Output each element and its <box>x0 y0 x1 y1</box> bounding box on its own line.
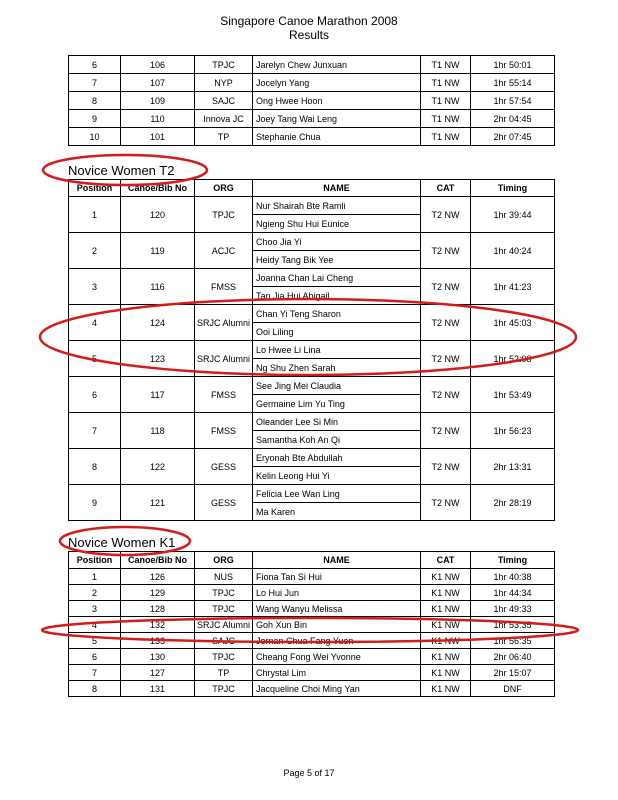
col-position: Position <box>69 552 121 569</box>
col-bib: Canoe/Bib No <box>121 552 195 569</box>
table-row: 9 110 Innova JC Joey Tang Wai Leng T1 NW 2hr 04:45 <box>69 110 555 128</box>
col-bib: Canoe/Bib No <box>121 180 195 197</box>
table-row-partner: Ngieng Shu Hui Eunice <box>69 215 555 233</box>
table-row: 7 127 TP Chrystal Lim K1 NW 2hr 15:07 <box>69 665 555 681</box>
document-title: Singapore Canoe Marathon 2008 <box>220 14 398 28</box>
table-row-partner: Germaine Lim Yu Ting <box>69 395 555 413</box>
table-row-partner: Heidy Tang Bik Yee <box>69 251 555 269</box>
col-timing: Timing <box>471 552 555 569</box>
table-row: 1 120 TPJC Nur Shairah Bte Ramli T2 NW 1hr 39:44 <box>69 197 555 215</box>
table-row: 3 116 FMSS Joanna Chan Lai Cheng T2 NW 1hr 41:23 <box>69 269 555 287</box>
table-row: 5 123 SRJC Alumni Lo Hwee Li Lina T2 NW 1hr 52:08 <box>69 341 555 359</box>
table-row: 6 117 FMSS See Jing Mei Claudia T2 NW 1hr 53:49 <box>69 377 555 395</box>
page-number: Page 5 of 17 <box>283 768 335 778</box>
table-row: 6 106 TPJC Jarelyn Chew Junxuan T1 NW 1hr 50:01 <box>69 56 555 74</box>
col-name: NAME <box>253 180 421 197</box>
table-row: 9 121 GESS Felicia Lee Wan Ling T2 NW 2hr 28:19 <box>69 485 555 503</box>
col-cat: CAT <box>421 552 471 569</box>
table-row: 3 128 TPJC Wang Wanyu Melissa K1 NW 1hr 49:33 <box>69 601 555 617</box>
table-row-partner: Ma Karen <box>69 503 555 521</box>
document-subtitle: Results <box>288 28 329 42</box>
table-row: 10 101 TP Stephanie Chua T1 NW 2hr 07:45 <box>69 128 555 146</box>
table-row: 8 109 SAJC Ong Hwee Hoon T1 NW 1hr 57:54 <box>69 92 555 110</box>
circle-mark-k1-row <box>42 618 578 642</box>
table-row-partner: Tan Jia Hui Abigail <box>69 287 555 305</box>
table-row: 4 132 SRJC Alumni Goh Xun Bin K1 NW 1hr 53:35 <box>69 617 555 633</box>
circle-mark-k1-title <box>60 527 190 555</box>
table-row: 1 126 NUS Fiona Tan Si Hui K1 NW 1hr 40:38 <box>69 569 555 585</box>
table-row: 7 118 FMSS Oleander Lee Si Min T2 NW 1hr 56:23 <box>69 413 555 431</box>
col-org: ORG <box>195 180 253 197</box>
col-timing: Timing <box>471 180 555 197</box>
table-row: 6 130 TPJC Cheang Fong Wei Yvonne K1 NW 2hr 06:40 <box>69 649 555 665</box>
table-row: 4 124 SRJC Alumni Chan Yi Teng Sharon T2 NW 1hr 45:03 <box>69 305 555 323</box>
table-row: 8 131 TPJC Jacqueline Choi Ming Yan K1 NW DNF <box>69 681 555 697</box>
table-row: 7 107 NYP Jocelyn Yang T1 NW 1hr 55:14 <box>69 74 555 92</box>
table-row-partner: Kelin Leong Hui Yi <box>69 467 555 485</box>
circle-mark-t2-title <box>43 155 207 185</box>
table-row: 5 133 SAJC Jernan Chua Fang Yuen K1 NW 1hr 56:35 <box>69 633 555 649</box>
table-row-partner: Samantha Koh An Qi <box>69 431 555 449</box>
col-name: NAME <box>253 552 421 569</box>
col-org: ORG <box>195 552 253 569</box>
section-title-k1: Novice Women K1 <box>68 535 176 550</box>
circle-mark-t2-rows <box>40 299 576 375</box>
table-row: 2 119 ACJC Choo Jia Yi T2 NW 1hr 40:24 <box>69 233 555 251</box>
table-row: 8 122 GESS Eryonah Bte Abdullah T2 NW 2hr 13:31 <box>69 449 555 467</box>
table-row-partner: Ng Shu Zhen Sarah <box>69 359 555 377</box>
section-title-t2: Novice Women T2 <box>68 163 175 178</box>
col-position: Position <box>69 180 121 197</box>
table-row-partner: Ooi Liling <box>69 323 555 341</box>
col-cat: CAT <box>421 180 471 197</box>
table-row: 2 129 TPJC Lo Hui Jun K1 NW 1hr 44:34 <box>69 585 555 601</box>
